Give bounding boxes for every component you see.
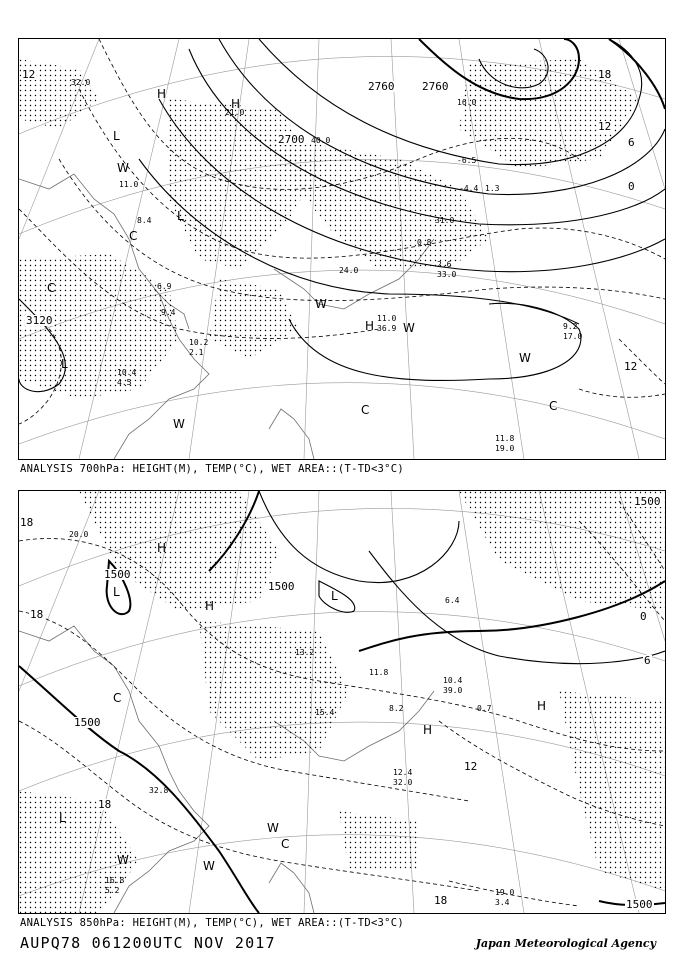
pressure-center: L: [61, 357, 68, 371]
pressure-center: C: [361, 403, 370, 417]
station-value: 9.4: [161, 308, 176, 317]
station-value: -4.4: [459, 184, 479, 193]
isotherm-label: 18: [20, 516, 34, 529]
pressure-center: C: [549, 399, 558, 413]
station-value: 31.0: [435, 216, 455, 225]
station-value: 2.6: [437, 260, 452, 269]
isotherm-label: 18: [434, 894, 448, 907]
isotherm-label: 18: [598, 68, 612, 81]
station-value: 16.8: [105, 876, 125, 885]
isotherm-label: 12: [598, 120, 612, 133]
station-value: 33.0: [437, 270, 457, 279]
station-value: 3.4: [495, 898, 510, 907]
pressure-center: H: [157, 541, 167, 555]
station-value: 11.0: [119, 180, 139, 189]
pressure-center: W: [267, 821, 279, 835]
station-value: 11.8: [369, 668, 389, 677]
pressure-center: W: [403, 321, 415, 335]
isotherm-label: 12: [624, 360, 638, 373]
pressure-center: C: [47, 281, 56, 295]
station-value: 8.2: [389, 704, 404, 713]
station-value: 6.4: [445, 596, 460, 605]
pressure-center: L: [331, 589, 338, 603]
station-value: 12.4: [393, 768, 413, 777]
station-value: 20.0: [69, 530, 89, 539]
pressure-center: W: [315, 297, 327, 311]
height-label: 2760: [422, 80, 449, 93]
chart-850hpa: [18, 490, 666, 914]
station-value: -6.5: [457, 156, 477, 165]
station-value: 11.0: [377, 314, 397, 323]
station-value: 19.0: [495, 444, 515, 453]
pressure-center: H: [157, 87, 167, 101]
chart-700hpa: [18, 38, 666, 460]
station-value: 36.9: [377, 324, 397, 333]
station-value: 13.2: [295, 648, 315, 657]
station-value: 32.0: [393, 778, 413, 787]
map-700hpa: [19, 39, 665, 459]
station-value: 0.7: [477, 704, 492, 713]
pressure-center: L: [177, 209, 184, 223]
agency-credit: Japan Meteorological Agency: [475, 937, 656, 950]
station-value: 17.0: [563, 332, 583, 341]
isotherm-label: 0: [628, 180, 635, 193]
station-value: 21.0: [225, 108, 245, 117]
isotherm-label: 18: [30, 608, 44, 621]
pressure-center: W: [203, 859, 215, 873]
isotherm-label: 18: [98, 798, 112, 811]
isotherm-label: 12: [464, 760, 478, 773]
station-value: 9.2: [563, 322, 578, 331]
height-label: 1500: [104, 568, 131, 581]
pressure-center: C: [281, 837, 290, 851]
product-identifier: AUPQ78 061200UTC NOV 2017: [20, 934, 276, 952]
station-value: 11.8: [495, 434, 515, 443]
pressure-center: L: [113, 129, 120, 143]
isotherm-label: 6: [628, 136, 635, 149]
isotherm-label: 12: [22, 68, 36, 81]
pressure-center: H: [537, 699, 547, 713]
station-value: 15.4: [315, 708, 335, 717]
pressure-center: W: [519, 351, 531, 365]
isotherm-label: 6: [644, 654, 651, 667]
pressure-center: L: [113, 585, 120, 599]
height-label: 1500: [634, 495, 661, 508]
station-value: 10.4: [443, 676, 463, 685]
station-value: 0.8: [417, 238, 432, 247]
station-value: 1.3: [485, 184, 500, 193]
pressure-center: C: [129, 229, 138, 243]
pressure-center: W: [117, 853, 129, 867]
isotherm-label: 0: [640, 610, 647, 623]
station-value: 5.2: [105, 886, 120, 895]
station-value: 8.4: [137, 216, 152, 225]
pressure-center: C: [113, 691, 122, 705]
station-value: 10.2: [189, 338, 209, 347]
station-value: 32.0: [71, 78, 91, 87]
height-label: 1500: [74, 716, 101, 729]
station-value: 16.0: [457, 98, 477, 107]
station-value: 4.5: [117, 378, 132, 387]
pressure-center: H: [423, 723, 433, 737]
station-value: 2.1: [189, 348, 204, 357]
caption-700hpa: ANALYSIS 700hPa: HEIGHT(M), TEMP(°C), WET AREA::(T-TD<3°C): [20, 463, 405, 475]
wet-area: [19, 59, 639, 399]
pressure-center: W: [117, 161, 129, 175]
station-value: 40.0: [311, 136, 331, 145]
pressure-center: H: [365, 319, 375, 333]
pressure-center: H: [231, 97, 241, 111]
height-label: 1500: [268, 580, 295, 593]
pressure-center: H: [205, 599, 215, 613]
station-value: 10.4: [117, 368, 137, 377]
height-label: 3120: [26, 314, 53, 327]
height-label: 2760: [368, 80, 395, 93]
pressure-center: W: [173, 417, 185, 431]
station-value: 6.9: [157, 282, 172, 291]
height-label: 2700: [278, 133, 305, 146]
height-label: 1500: [626, 898, 653, 911]
station-value: 39.0: [443, 686, 463, 695]
pressure-center: L: [59, 811, 66, 825]
station-value: 32.8: [149, 786, 169, 795]
station-value: 19.0: [495, 888, 515, 897]
station-value: 24.0: [339, 266, 359, 275]
caption-850hpa: ANALYSIS 850hPa: HEIGHT(M), TEMP(°C), WET AREA::(T-TD<3°C): [20, 917, 405, 929]
